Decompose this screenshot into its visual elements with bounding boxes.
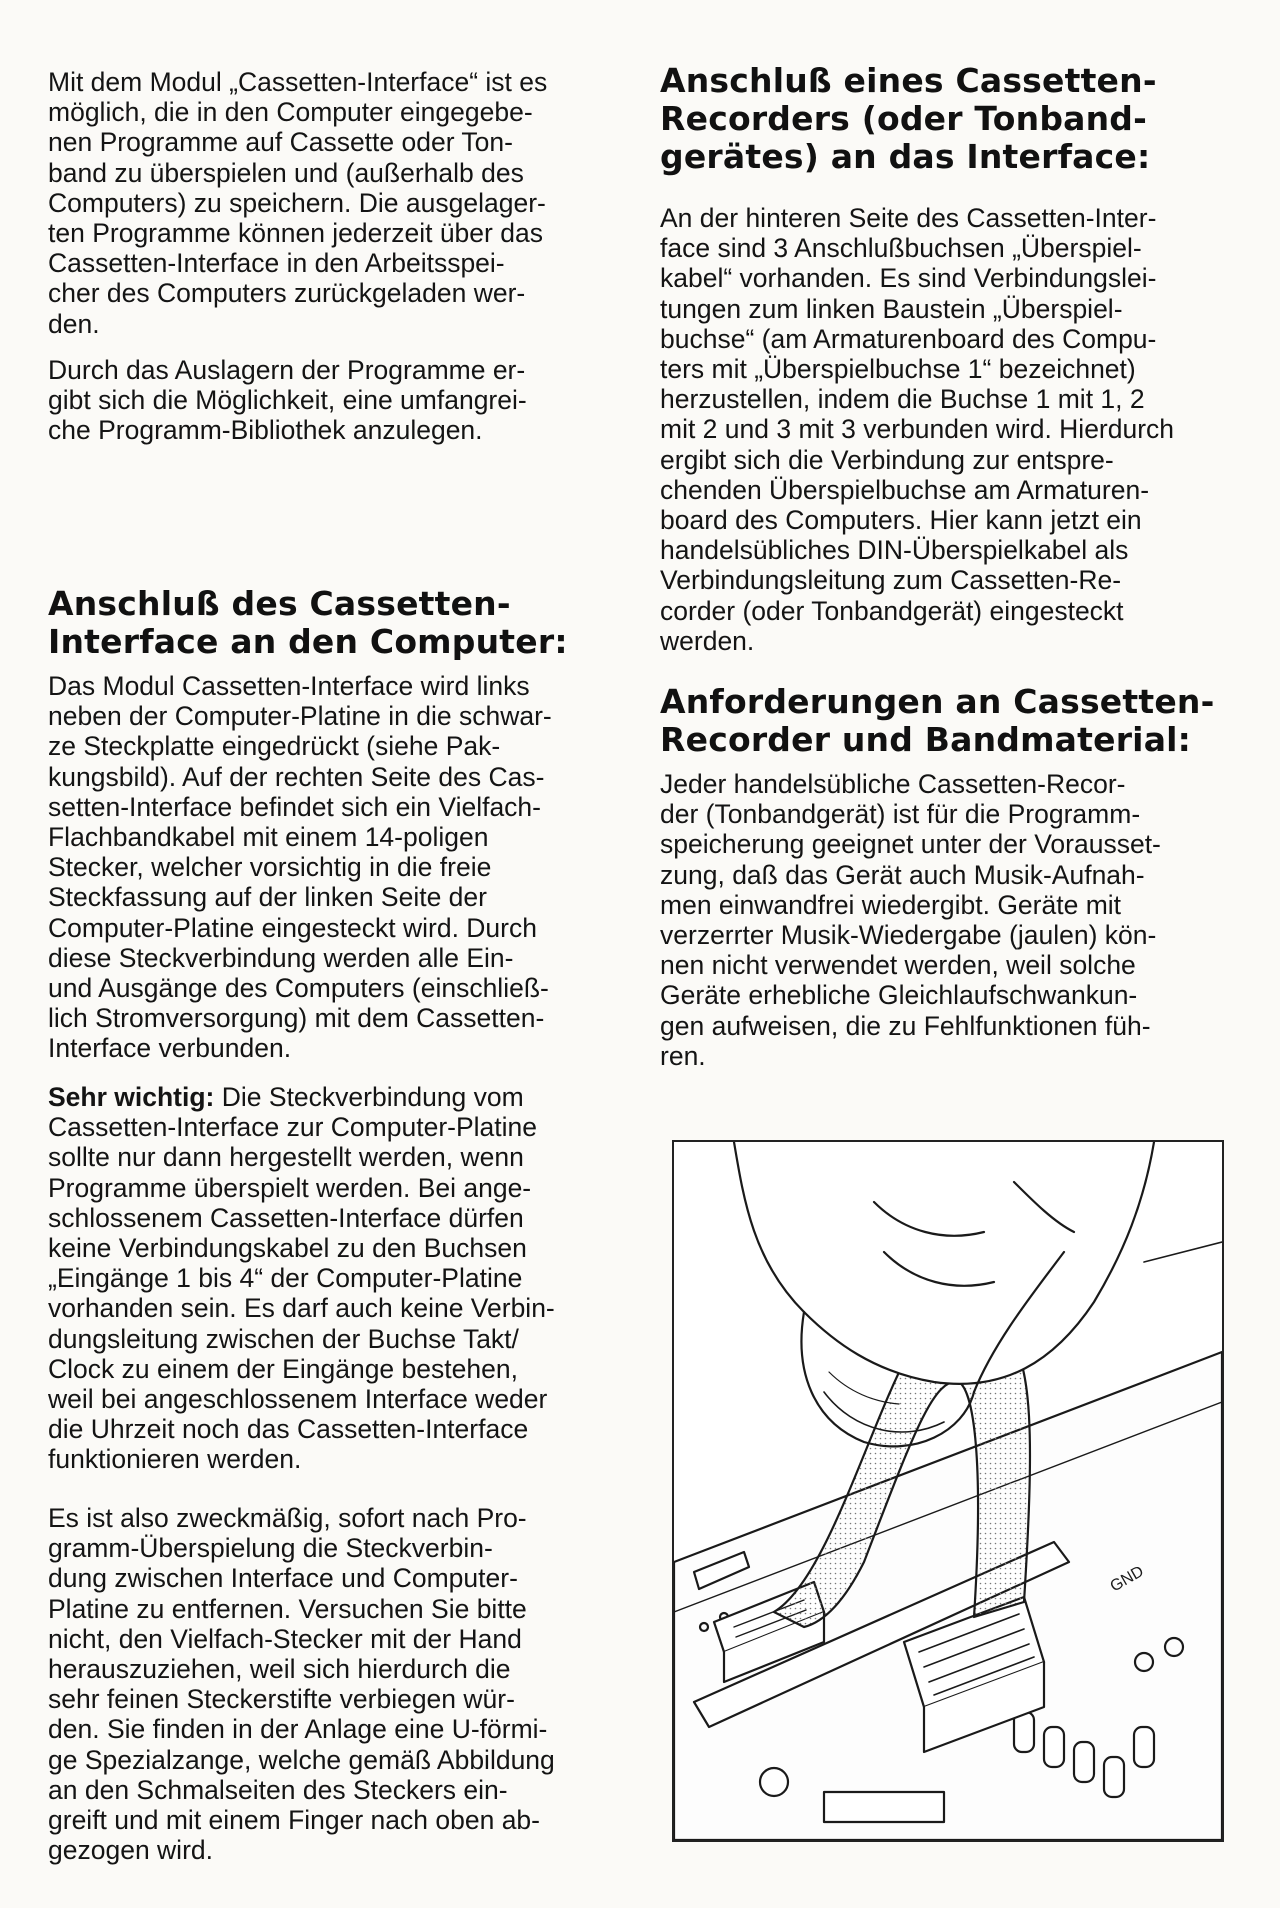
interface-connection-paragraph <box>48 671 613 1064</box>
text-line: gibt sich die Möglichkeit, eine umfangrei- <box>48 385 527 416</box>
plug-removal-illustration <box>672 1140 1224 1842</box>
text-line: den. <box>48 308 100 339</box>
text-line: sehr feinen Steckerstifte verbiegen wür- <box>48 1684 515 1715</box>
text-line: werden. <box>660 625 755 656</box>
text-line: funktionieren werden. <box>48 1444 302 1475</box>
important-label: Sehr wichtig: <box>48 1082 215 1112</box>
text-line: vorhanden sein. Es darf auch keine Verbin- <box>48 1293 555 1324</box>
text-line: der (Tonbandgerät) ist für die Programm- <box>660 799 1141 830</box>
text-line: che Programm-Bibliothek anzulegen. <box>48 415 483 446</box>
text-line: Anforderungen an Cassetten- <box>660 682 1215 721</box>
text-line: gramm-Überspielung die Steckverbin- <box>48 1533 493 1564</box>
text-line: möglich, die in den Computer eingegebe- <box>48 97 533 128</box>
important-first-text: Die Steckverbindung vom <box>221 1082 524 1112</box>
gnd-label: GND <box>1107 1562 1147 1596</box>
text-line: dungsleitung zwischen der Buchse Takt/ <box>48 1323 519 1354</box>
text-line: cher des Computers zurückgeladen wer- <box>48 278 526 309</box>
text-line: Durch das Auslagern der Programme er- <box>48 355 526 385</box>
text-line: Anschluß des Cassetten- <box>48 584 511 623</box>
heading-recorder-connection <box>660 62 1228 176</box>
text-line: face sind 3 Anschlußbuchsen „Überspiel- <box>660 233 1142 264</box>
text-line: gerätes) an das Interface: <box>660 137 1151 176</box>
text-line: ergibt sich die Verbindung zur entspre- <box>660 444 1114 475</box>
text-line: corder (oder Tonbandgerät) eingesteckt <box>660 595 1124 626</box>
recorder-connection-paragraph <box>660 203 1228 656</box>
text-line: verzerrter Musik-Wiedergabe (jaulen) kön- <box>660 920 1157 951</box>
text-line: Es ist also zweckmäßig, sofort nach Pro- <box>48 1503 527 1533</box>
text-line: Verbindungsleitung zum Cassetten-Re- <box>660 565 1122 596</box>
text-line: handelsübliches DIN-Überspielkabel als <box>660 535 1129 566</box>
text-line: lich Stromversorgung) mit dem Cassetten- <box>48 1003 545 1034</box>
text-line: Interface verbunden. <box>48 1033 292 1064</box>
text-line: die Uhrzeit noch das Cassetten-Interface <box>48 1414 529 1445</box>
heading-interface-connection <box>48 585 613 661</box>
text-line: buchse“ (am Armaturenboard des Compu- <box>660 323 1157 354</box>
text-line: „Eingänge 1 bis 4“ der Computer-Platine <box>48 1263 523 1294</box>
text-line: Jeder handelsübliche Cassetten-Recor- <box>660 769 1126 799</box>
text-line: nen nicht verwendet werden, weil solche <box>660 950 1136 981</box>
text-line: Flachbandkabel mit einem 14-poligen <box>48 822 489 853</box>
text-line: Computer-Platine eingesteckt wird. Durch <box>48 912 537 943</box>
library-paragraph <box>48 355 613 446</box>
important-notice-first-line <box>48 1082 613 1112</box>
text-line: den. Sie finden in der Anlage eine U-förmi- <box>48 1714 548 1745</box>
text-line: dung zwischen Interface und Computer- <box>48 1563 518 1594</box>
text-line: kabel“ vorhanden. Es sind Verbindungslei- <box>660 263 1157 294</box>
text-line: mit 2 und 3 mit 3 verbunden wird. Hierdurch <box>660 414 1175 445</box>
heading-recorder-requirements <box>660 683 1228 759</box>
text-line: Computers) zu speichern. Die ausgelager- <box>48 187 546 218</box>
text-line: An der hinteren Seite des Cassetten-Inter- <box>660 203 1157 233</box>
text-line: sollte nur dann hergestellt werden, wenn <box>48 1142 524 1173</box>
text-line: tungen zum linken Baustein „Überspiel- <box>660 293 1123 324</box>
text-line: greift und mit einem Finger nach oben ab- <box>48 1805 540 1836</box>
text-line: ze Steckplatte eingedrückt (siehe Pak- <box>48 731 501 762</box>
text-line: speicherung geeignet unter der Vorausset- <box>660 829 1161 860</box>
important-notice-rest <box>48 1112 613 1474</box>
text-line: Recorders (oder Tonband- <box>660 99 1148 138</box>
text-line: Steckfassung auf der linken Seite der <box>48 882 487 913</box>
text-line: Geräte erhebliche Gleichlaufschwankun- <box>660 980 1138 1011</box>
text-line: herzustellen, indem die Buchse 1 mit 1, 2 <box>660 384 1145 415</box>
text-line: diese Steckverbindung werden alle Ein- <box>48 942 514 973</box>
text-line: Cassetten-Interface zur Computer-Platine <box>48 1112 537 1143</box>
text-line: ten Programme können jederzeit über das <box>48 218 543 249</box>
text-line: zung, daß das Gerät auch Musik-Aufnah- <box>660 859 1145 890</box>
text-line: men einwandfrei wiedergibt. Geräte mit <box>660 889 1122 920</box>
text-line: herauszuziehen, weil sich hierdurch die <box>48 1654 511 1685</box>
text-line: Recorder und Bandmaterial: <box>660 720 1192 759</box>
text-line: setten-Interface befindet sich ein Vielfach- <box>48 791 541 822</box>
text-line: gen aufweisen, die zu Fehlfunktionen füh- <box>660 1010 1151 1041</box>
intro-paragraph <box>48 67 613 339</box>
text-line: Interface an den Computer: <box>48 622 568 661</box>
text-line: schlossenem Cassetten-Interface dürfen <box>48 1202 524 1233</box>
text-line: Das Modul Cassetten-Interface wird links <box>48 671 530 701</box>
text-line: an den Schmalseiten des Steckers ein- <box>48 1774 508 1805</box>
text-line: Programme überspielt werden. Bei ange- <box>48 1172 532 1203</box>
text-line: weil bei angeschlossenem Interface weder <box>48 1384 548 1415</box>
text-line: ters mit „Überspielbuchse 1“ bezeichnet) <box>660 354 1136 385</box>
text-line: ren. <box>660 1040 706 1071</box>
illustration-drawing <box>674 1142 1222 1840</box>
text-line: chenden Überspielbuchse am Armaturen- <box>660 474 1150 505</box>
disconnect-advice-paragraph <box>48 1503 613 1865</box>
text-line: band zu überspielen und (außerhalb des <box>48 157 524 188</box>
text-line: nicht, den Vielfach-Stecker mit der Hand <box>48 1623 522 1654</box>
important-notice-paragraph <box>48 1082 613 1475</box>
text-line: keine Verbindungskabel zu den Buchsen <box>48 1233 527 1264</box>
text-line: Cassetten-Interface in den Arbeitsspei- <box>48 248 505 279</box>
text-line: board des Computers. Hier kann jetzt ein <box>660 505 1142 536</box>
text-line: Stecker, welcher vorsichtig in die freie <box>48 852 492 883</box>
text-line: und Ausgänge des Computers (einschließ- <box>48 973 549 1004</box>
text-line: ge Spezialzange, welche gemäß Abbildung <box>48 1744 555 1775</box>
text-line: Mit dem Modul „Cassetten-Interface“ ist es <box>48 67 548 97</box>
text-line: gezogen wird. <box>48 1835 213 1866</box>
text-line: neben der Computer-Platine in die schwar- <box>48 701 552 732</box>
text-line: Platine zu entfernen. Versuchen Sie bitte <box>48 1593 527 1624</box>
recorder-requirements-paragraph <box>660 769 1228 1071</box>
text-line: Anschluß eines Cassetten- <box>660 61 1157 100</box>
text-line: kungsbild). Auf der rechten Seite des Cas- <box>48 761 545 792</box>
text-line: Clock zu einem der Eingänge bestehen, <box>48 1353 518 1384</box>
text-line: nen Programme auf Cassette oder Ton- <box>48 127 513 158</box>
hand-icon <box>734 1142 1154 1446</box>
